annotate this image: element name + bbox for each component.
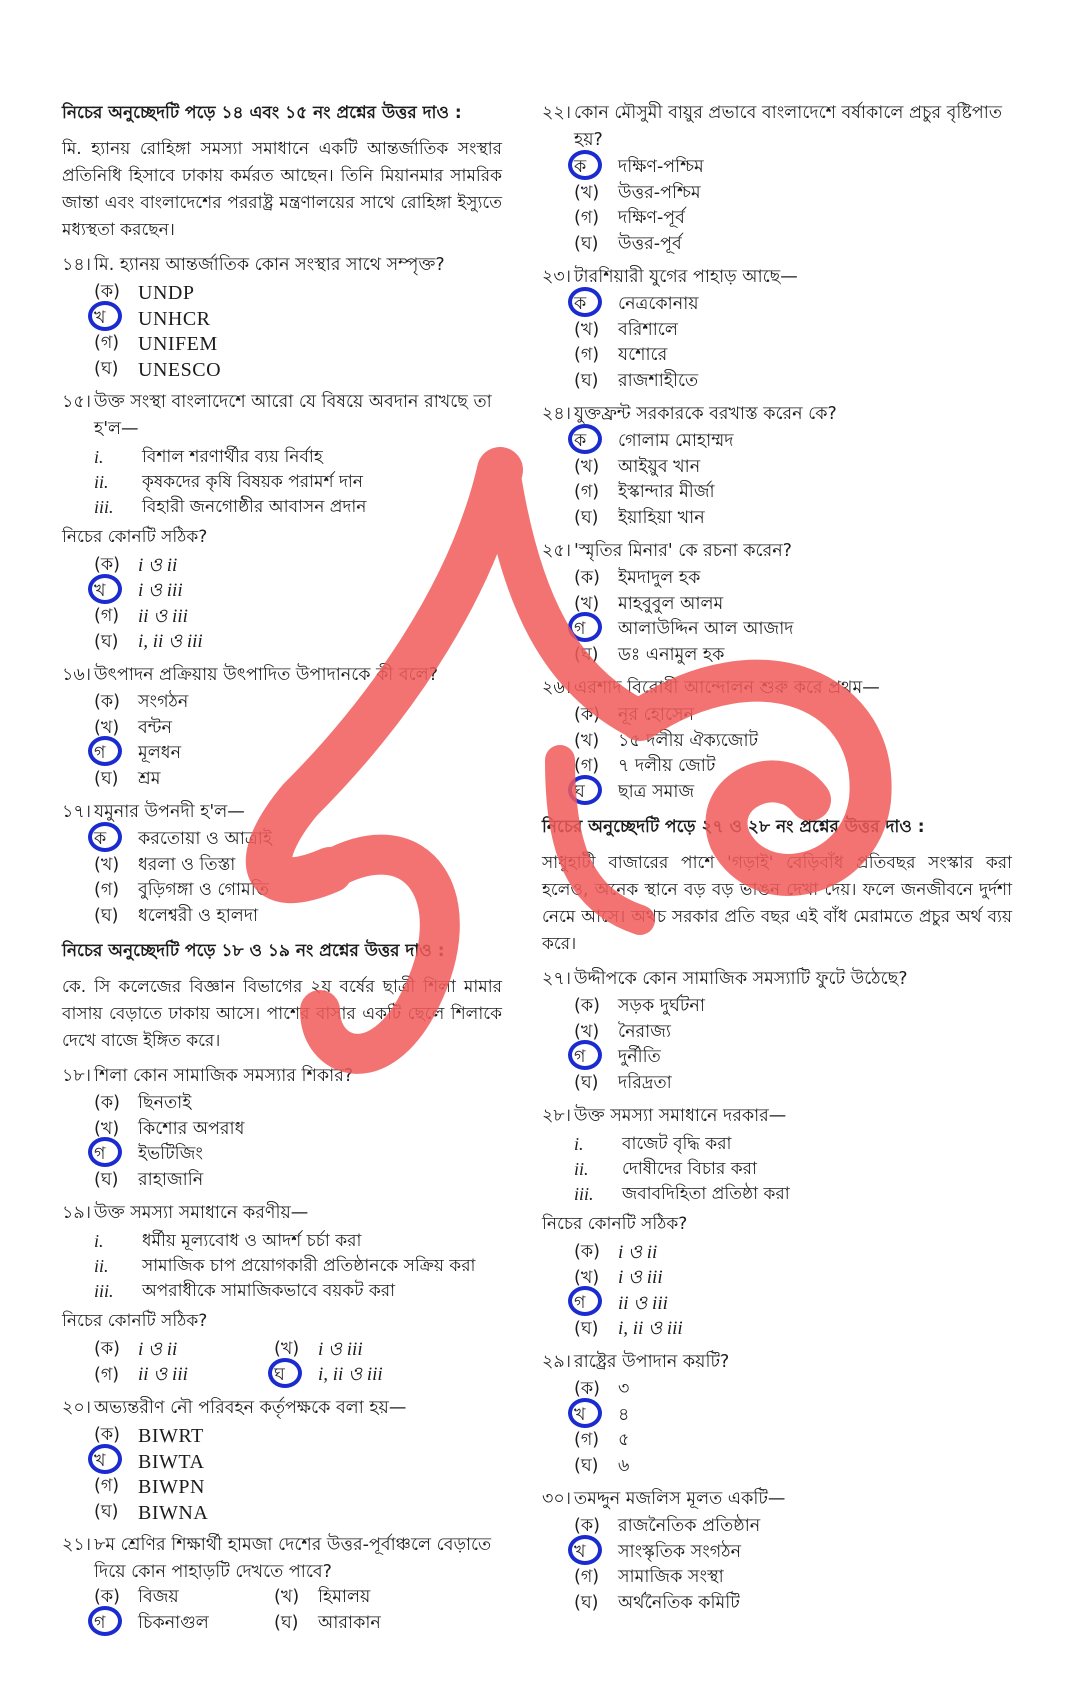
options-22	[574, 156, 1012, 258]
options-26	[574, 704, 1012, 806]
option[interactable]: (ঘ) ধলেশ্বরী ও হালদা	[94, 905, 259, 926]
option-selected[interactable]: গ ইভটিজিং	[94, 1143, 502, 1169]
question-17: ১৭। যমুনার উপনদী হ'ল—	[62, 802, 245, 822]
option[interactable]: (ঘ) আরাকান	[274, 1612, 381, 1633]
option-selected[interactable]: খ সাংস্কৃতিক সংগঠন	[574, 1541, 1012, 1567]
answer-circle	[88, 822, 122, 852]
option[interactable]: (গ) ইস্কান্দার মীর্জা	[574, 482, 715, 503]
options-27	[574, 995, 1012, 1097]
option[interactable]: (খ) মাহবুবুল আলম	[574, 593, 724, 614]
option-selected[interactable]: খ UNHCR	[94, 307, 502, 333]
option[interactable]: (গ) ii ও iii	[94, 1364, 188, 1386]
option-selected[interactable]: ঘ ছাত্র সমাজ	[574, 781, 1012, 807]
question-15: ১৫। উক্ত সংস্থা বাংলাদেশে আরো যে বিষয়ে অবদান রাখছে তা হ'ল—	[62, 392, 492, 439]
statements-19: i. ধর্মীয় মূল্যবোধ ও আদর্শ চর্চা করা ii. সামাজিক চাপ প্রয়োগকারী প্রতিষ্ঠানকে সক্রিয় করা iii. অপরাধীকে সামাজিকভাবে বয়কট করা	[94, 1230, 476, 1301]
answer-circle	[88, 1606, 122, 1636]
answer-circle	[568, 775, 602, 805]
option[interactable]: (ঘ) উত্তর-পূর্ব	[574, 233, 682, 254]
option[interactable]: (ক) ছিনতাই	[94, 1093, 192, 1114]
option-selected[interactable]: গ দুর্নীতি	[574, 1046, 1012, 1072]
option-selected[interactable]: গ চিকনাগুল	[94, 1612, 274, 1638]
answer-circle	[88, 574, 122, 604]
option[interactable]: (ঘ) i, ii ও iii	[574, 1318, 683, 1340]
option[interactable]: (গ) BIWPN	[94, 1476, 205, 1499]
option[interactable]: (খ) বরিশালে	[574, 319, 678, 340]
question-25: ২৫। 'স্মৃতির মিনার' কে রচনা করেন?	[542, 541, 792, 561]
option[interactable]: (গ) দক্ষিণ-পূর্ব	[574, 208, 685, 229]
answer-circle	[88, 1444, 122, 1474]
option[interactable]: (গ) ii ও iii	[94, 605, 188, 627]
option[interactable]: (ক) ৩	[574, 1379, 630, 1400]
option[interactable]: (ঘ) UNESCO	[94, 358, 222, 381]
options-17	[94, 828, 502, 930]
question-28: ২৮। উক্ত সমস্যা সমাধানে দরকার—	[542, 1106, 787, 1126]
options-25	[574, 567, 1012, 669]
option-selected[interactable]: ক গোলাম মোহাম্মদ	[574, 430, 1012, 456]
question-16: ১৬। উৎপাদন প্রক্রিয়ায় উৎপাদিত উপাদানকে কী বলে?	[62, 665, 438, 685]
option-selected[interactable]: গ আলাউদ্দিন আল আজাদ	[574, 618, 1012, 644]
question-18: ১৮। শিলা কোন সামাজিক সমস্যার শিকার?	[62, 1066, 354, 1086]
question-24: ২৪। যুক্তফ্রন্ট সরকারকে বরখাস্ত করেন কে?	[542, 404, 837, 424]
option-selected[interactable]: খ BIWTA	[94, 1450, 502, 1476]
option[interactable]: (খ) উত্তর-পশ্চিম	[574, 182, 701, 203]
option[interactable]: (গ) বুড়িগঙ্গা ও গোমতি	[94, 880, 269, 901]
question-30: ৩০। তমদ্দুন মজলিস মূলত একটি—	[542, 1489, 786, 1509]
answer-circle	[568, 612, 602, 642]
option[interactable]: (খ) ১৫ দলীয় ঐক্যজোট	[574, 730, 759, 751]
question-23: ২৩। টারশিয়ারী যুগের পাহাড় আছে—	[542, 267, 798, 287]
options-19	[94, 1338, 502, 1389]
passage-18-19: কে. সি কলেজের বিজ্ঞান বিভাগের ২য় বর্ষের ছাত্রী শিলা মামার বাসায় বেড়াতে ঢাকায় আসে। পাশের বাসার একটি ছেলে শিলাকে দেখে বাজে ইঙ্গিত করে।	[62, 977, 502, 1051]
answer-circle	[88, 1137, 122, 1167]
statements-15: i. বিশাল শরণার্থীর ব্যয় নির্বাহ ii. কৃষকদের কৃষি বিষয়ক পরামর্শ দান iii. বিহারী জনগোষ্ঠীর আবাসন প্রদান	[94, 446, 367, 517]
question-19: ১৯। উক্ত সমস্যা সমাধানে করণীয়—	[62, 1203, 309, 1223]
option[interactable]: (ঘ) ৬	[574, 1455, 630, 1476]
answer-circle	[88, 301, 122, 331]
option[interactable]: (খ) হিমালয়	[274, 1587, 371, 1608]
question-29: ২৯। রাষ্ট্রের উপাদান কয়টি?	[542, 1352, 730, 1372]
answer-circle	[568, 1040, 602, 1070]
option[interactable]: (ক) ইমদাদুল হক	[574, 568, 701, 589]
option-selected[interactable]: খ ৪	[574, 1404, 1012, 1430]
option[interactable]: (ঘ) ডঃ এনামুল হক	[574, 644, 725, 665]
options-28	[574, 1241, 1012, 1343]
options-15	[94, 554, 502, 656]
option-selected[interactable]: ঘ i, ii ও iii	[274, 1364, 454, 1390]
answer-circle	[568, 287, 602, 317]
option[interactable]: (খ) আইয়ুব খান	[574, 456, 701, 477]
option[interactable]: (খ) i ও iii	[274, 1338, 363, 1360]
option[interactable]: (ঘ) শ্রম	[94, 768, 161, 789]
passage-intro-14-15: নিচের অনুচ্ছেদটি পড়ে ১৪ এবং ১৫ নং প্রশ্নের উত্তর দাও :	[62, 103, 462, 123]
passage-intro-27-28: নিচের অনুচ্ছেদটি পড়ে ২৭ ও ২৮ নং প্রশ্নের উত্তর দাও :	[542, 817, 925, 837]
option[interactable]: (ক) i ও ii	[94, 1338, 178, 1360]
option-selected[interactable]: খ i ও iii	[94, 580, 502, 606]
question-22: ২২। কোন মৌসুমী বায়ুর প্রভাবে বাংলাদেশে বর্ষাকালে প্রচুর বৃষ্টিপাত হয়?	[542, 103, 1002, 150]
left-column	[62, 100, 502, 1637]
option[interactable]: (ক) বিজয়	[94, 1587, 179, 1608]
option[interactable]: (ক) নূর হোসেন	[574, 705, 695, 726]
option[interactable]: (ক) UNDP	[94, 282, 195, 305]
answer-circle	[568, 150, 602, 180]
which-correct-15: নিচের কোনটি সঠিক?	[62, 527, 208, 547]
options-30	[574, 1515, 1012, 1617]
passage-intro-18-19: নিচের অনুচ্ছেদটি পড়ে ১৮ ও ১৯ নং প্রশ্নের উত্তর দাও :	[62, 941, 445, 961]
options-21	[94, 1586, 502, 1637]
option[interactable]: (খ) কিশোর অপরাধ	[94, 1118, 245, 1139]
question-20: ২০। অভ্যন্তরীণ নৌ পরিবহন কর্তৃপক্ষকে বলা হয়—	[62, 1398, 407, 1418]
question-14: ১৪। মি. হ্যানয় আন্তর্জাতিক কোন সংস্থার সাথে সম্পৃক্ত?	[62, 255, 445, 275]
option-selected[interactable]: ক দক্ষিণ-পশ্চিম	[574, 156, 1012, 182]
question-21: ২১। ৮ম শ্রেণির শিক্ষার্থী হামজা দেশের উত্তর-পূর্বাঞ্চলে বেড়াতে দিয়ে কোন পাহাড়টি দেখতে পাবে?	[62, 1535, 492, 1582]
options-16	[94, 691, 502, 793]
options-20	[94, 1424, 502, 1526]
option-selected[interactable]: গ মূলধন	[94, 742, 502, 768]
passage-27-28: সাধুহাটী বাজারের পাশে 'গড়াই' বেড়িবাঁধ প্রতিবছর সংস্কার করা হলেও, অনেক স্থানে বড় বড় ভাঙন দেখা দেয়। ফলে জনজীবনে দুর্দশা নেমে আসে। অথচ সরকার প্রতি বছর এই বাঁধ মেরামতে প্রচুর অর্থ ব্যয় করে।	[542, 853, 1012, 954]
answer-circle	[88, 736, 122, 766]
which-correct-19: নিচের কোনটি সঠিক?	[62, 1311, 208, 1331]
options-24	[574, 430, 1012, 532]
option[interactable]: (ঘ) অর্থনৈতিক কমিটি	[574, 1592, 740, 1613]
answer-circle	[568, 1535, 602, 1565]
options-14	[94, 281, 502, 383]
options-23	[574, 293, 1012, 395]
answer-circle	[568, 1286, 602, 1316]
option-selected[interactable]: ক নেত্রকোনায়	[574, 293, 1012, 319]
option[interactable]: (ক) BIWRT	[94, 1425, 204, 1448]
option[interactable]: (ঘ) দরিদ্রতা	[574, 1072, 672, 1093]
option[interactable]: (গ) ৫	[574, 1430, 630, 1451]
option[interactable]: (ঘ) i, ii ও iii	[94, 631, 203, 653]
option[interactable]: (ক) i ও ii	[574, 1241, 658, 1263]
option-selected[interactable]: ক করতোয়া ও আত্রাই	[94, 828, 502, 854]
option[interactable]: (ক) সংগঠন	[94, 692, 189, 713]
option[interactable]: (গ) সামাজিক সংস্থা	[574, 1567, 724, 1588]
options-29	[574, 1378, 1012, 1480]
option[interactable]: (ক) i ও ii	[94, 554, 178, 576]
option-selected[interactable]: গ ii ও iii	[574, 1292, 1012, 1318]
option[interactable]: (গ) UNIFEM	[94, 333, 218, 356]
option[interactable]: (গ) যশোরে	[574, 345, 668, 366]
option[interactable]: (খ) i ও iii	[574, 1267, 663, 1289]
option[interactable]: (ঘ) ইয়াহিয়া খান	[574, 507, 705, 528]
answer-circle	[268, 1358, 302, 1388]
option[interactable]: (ক) সড়ক দুর্ঘটনা	[574, 996, 705, 1017]
options-18	[94, 1092, 502, 1194]
which-correct-28: নিচের কোনটি সঠিক?	[542, 1214, 688, 1234]
passage-14-15: মি. হ্যানয় রোহিঙ্গা সমস্যা সমাধানে একটি আন্তর্জাতিক সংস্থার প্রতিনিধি হিসাবে ঢাকায় কর্মরত আছেন। তিনি মিয়ানমার সামরিক জান্তা এবং বাংলাদেশের পররাষ্ট্র মন্ত্রণালয়ের সাথে রোহিঙ্গা ইস্যুতে মধ্যস্থতা করছেন।	[62, 139, 502, 240]
option[interactable]: (ঘ) রাহাজানি	[94, 1169, 204, 1190]
answer-circle	[568, 424, 602, 454]
option[interactable]: (খ) বন্টন	[94, 717, 172, 738]
question-27: ২৭। উদ্দীপকে কোন সামাজিক সমস্যাটি ফুটে উঠেছে?	[542, 969, 908, 989]
option[interactable]: (ঘ) BIWNA	[94, 1501, 209, 1524]
statements-28: i. বাজেট বৃদ্ধি করা ii. দোষীদের বিচার করা iii. জবাবদিহিতা প্রতিষ্ঠা করা	[574, 1133, 790, 1204]
option[interactable]: (খ) নৈরাজ্য	[574, 1021, 671, 1042]
option[interactable]: (খ) ধরলা ও তিস্তা	[94, 854, 236, 875]
option[interactable]: (ঘ) রাজশাহীতে	[574, 370, 699, 391]
option[interactable]: (গ) ৭ দলীয় জোট	[574, 756, 716, 777]
answer-circle	[568, 1398, 602, 1428]
question-26: ২৬। এরশাদ বিরোধী আন্দোলন শুরু করে প্রথম—	[542, 678, 880, 698]
right-column	[542, 100, 1012, 1617]
option[interactable]: (ক) রাজনৈতিক প্রতিষ্ঠান	[574, 1516, 761, 1537]
